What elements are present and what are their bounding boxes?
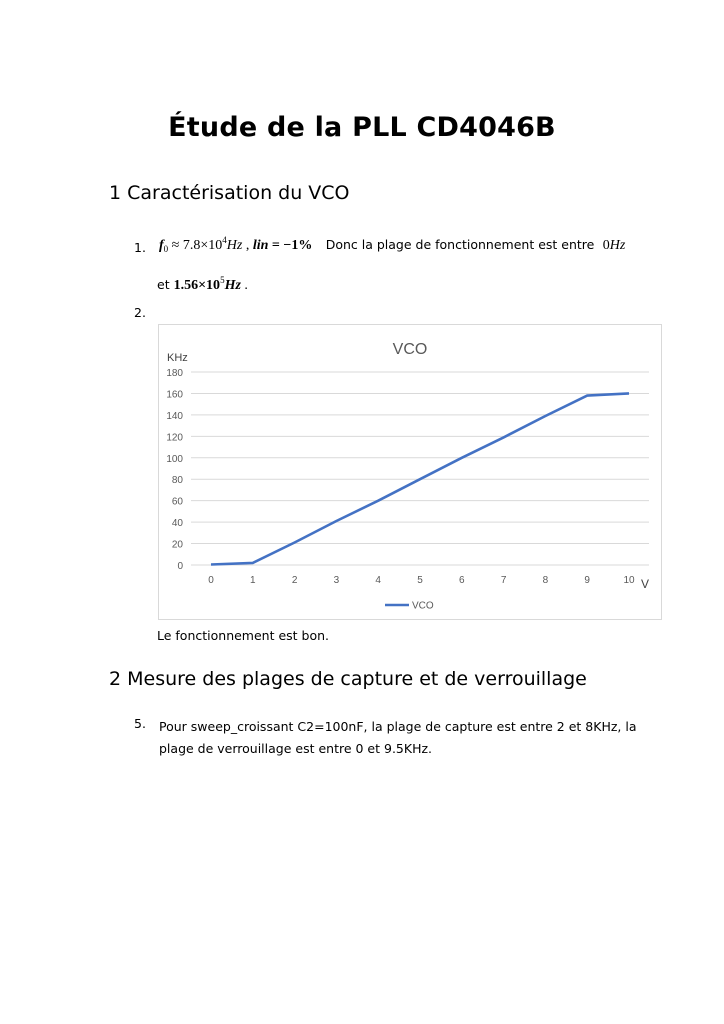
- x-tick-label: 1: [250, 575, 256, 586]
- y-tick-label: 20: [171, 539, 183, 551]
- vco-chart-svg: [159, 325, 661, 619]
- y-tick-label: 100: [166, 453, 183, 465]
- x-tick-label: 0: [208, 575, 214, 586]
- chart-legend: [385, 601, 434, 612]
- x-tick-label: 3: [333, 575, 340, 586]
- range-sentence: Donc la plage de fonctionnement est entre: [325, 237, 599, 252]
- list-item-2-number: 2.: [134, 305, 146, 320]
- x-tick-label: 6: [459, 575, 465, 586]
- document-title: Étude de la PLL CD4046B: [168, 112, 556, 143]
- list-item-5-number: 5.: [134, 716, 146, 731]
- linearity-formula: lin = −1%: [252, 238, 313, 253]
- section-1-heading: 1 Caractérisation du VCO: [109, 182, 350, 204]
- upper-bound: $1.56\times 10^5Hz$ .: [173, 275, 248, 293]
- y-tick-label: 180: [166, 368, 183, 379]
- f0-formula: $f_0 \approx 7.8\times 10^4Hz$: [159, 235, 243, 254]
- x-axis-label: V: [641, 577, 650, 591]
- legend-label-vco: VCO: [412, 600, 434, 612]
- y-tick-label: 120: [166, 432, 183, 444]
- x-tick-label: 2: [291, 575, 298, 586]
- list-item-1-number: 1.: [134, 240, 146, 255]
- vco-chart: [158, 324, 662, 620]
- list-item-5-text: Pour sweep_croissant C2=100nF, la plage de capture est entre 2 et 8KHz, la plage de verrouillage est entre 0 et 9.5KHz.: [159, 719, 637, 756]
- y-tick-label: 0: [177, 561, 183, 572]
- x-tick-label: 5: [417, 575, 423, 586]
- y-tick-label: 160: [166, 389, 183, 401]
- y-tick-label: 140: [166, 410, 183, 422]
- lower-bound: 0Hz: [602, 238, 626, 253]
- x-tick-label: 9: [584, 575, 590, 586]
- list-item-1-line-2: et $1.56\times 10^5Hz$ .: [157, 275, 248, 293]
- chart-caption: Le fonctionnement est bon.: [157, 628, 330, 643]
- chart-title: VCO: [392, 341, 428, 358]
- list-item-1-line-1: $f_0 \approx 7.8\times 10^4Hz$ , lin = −1% Donc la plage de fonctionnement est entre 0Hz: [159, 235, 626, 254]
- y-axis-label: KHz: [167, 352, 188, 364]
- x-tick-label: 7: [500, 575, 507, 586]
- section-2-heading: 2 Mesure des plages de capture et de verrouillage: [109, 668, 587, 690]
- x-tick-label: 10: [623, 575, 635, 586]
- x-tick-label: 8: [542, 575, 549, 586]
- y-tick-label: 40: [171, 518, 183, 530]
- y-tick-label: 60: [171, 496, 183, 508]
- y-tick-label: 80: [171, 475, 183, 487]
- x-tick-label: 4: [375, 575, 381, 586]
